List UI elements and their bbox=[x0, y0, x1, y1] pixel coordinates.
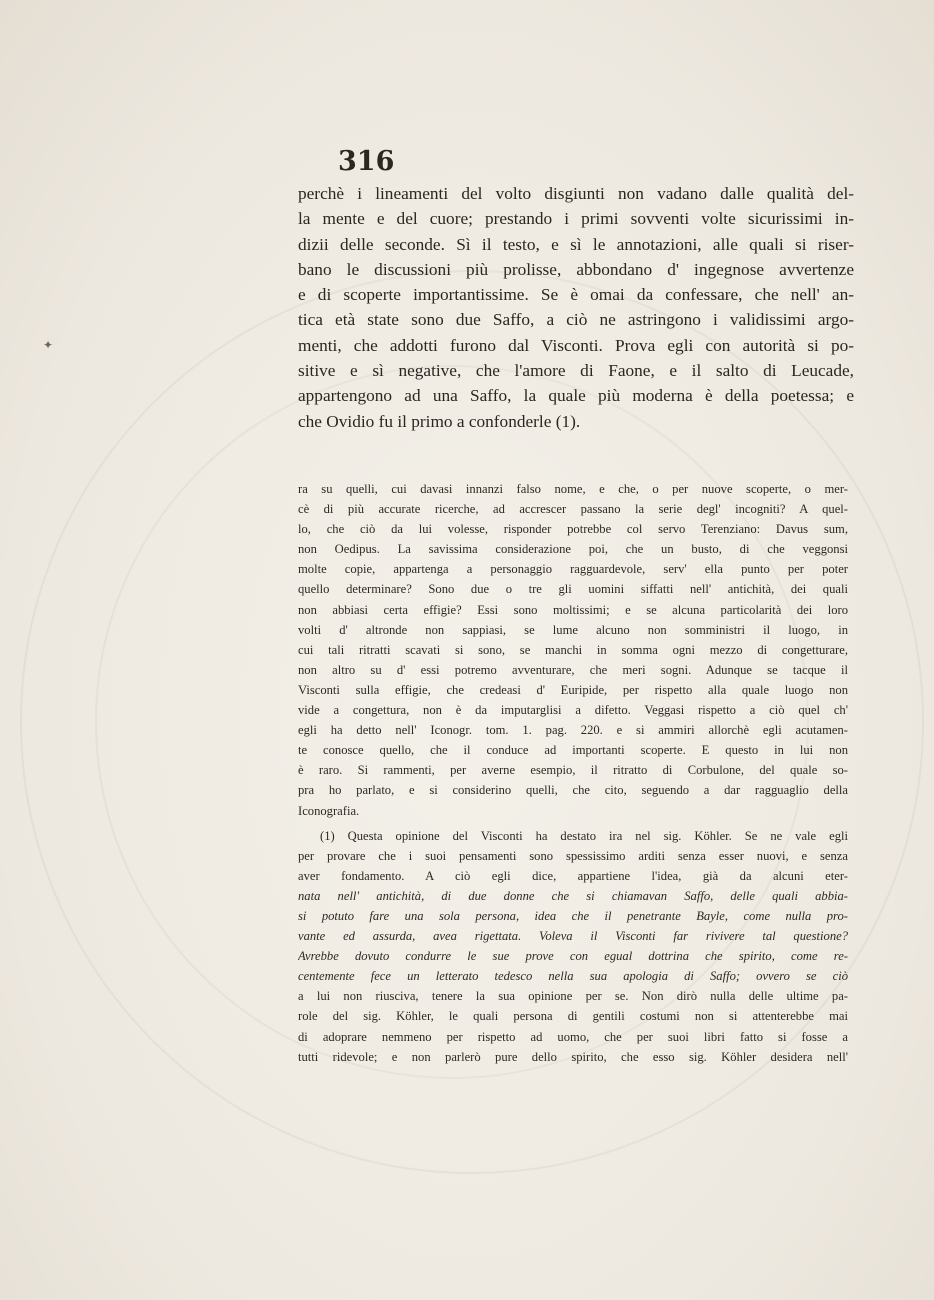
body-line: bano le discussioni più prolisse, abbondano d' ingegnose avvertenze bbox=[298, 259, 854, 279]
footnote-line: quello determinare? Sono due o tre gli uomini siffatti nell' antichità, dei quali bbox=[298, 582, 848, 597]
footnote-line: cè di più accurate ricerche, ad accrescer passano la serie degl' incogniti? A quel- bbox=[298, 502, 848, 517]
body-line: e di scoperte importantissime. Se è omai da confessare, che nell' an- bbox=[298, 285, 854, 305]
footnote-line: aver fondamento. A ciò egli dice, appartiene l'idea, già da alcuni eter- bbox=[298, 868, 848, 883]
footnote-line: Visconti sulla effigie, che credeasi d' Euripide, per rispetto alla quale luogo non bbox=[298, 682, 848, 697]
footnotes bbox=[298, 479, 848, 1067]
footnote-line: non abbiasi certa effigie? Essi sono moltissimi; e se alcuna particolarità dei loro bbox=[298, 602, 848, 617]
footnote-line: a lui non riusciva, tenere la sua opinione per se. Non dirò nulla delle ultime pa- bbox=[298, 989, 848, 1004]
body-line: dizii delle seconde. Sì il testo, e sì le annotazioni, alle quali si riser- bbox=[298, 234, 854, 254]
footnote-line: tutti ridevole; e non parlerò pure dello spirito, che esso sig. Köhler desidera nell' bbox=[298, 1049, 848, 1064]
footnote-line: egli ha detto nell' Iconogr. tom. 1. pag. 220. e si ammiri allorchè egli acutamen- bbox=[298, 723, 848, 738]
margin-mark: ✦ bbox=[43, 338, 54, 352]
footnote-line: non Oedipus. La savissima considerazione poi, che un busto, di che veggonsi bbox=[298, 542, 848, 557]
page-number: 316 bbox=[338, 146, 395, 177]
footnote-line: è raro. Si rammenti, per averne esempio, il ritratto di Corbulone, del quale so- bbox=[298, 763, 848, 778]
footnote-line: nata nell' antichità, di due donne che si chiamavan Saffo, delle quali abbia- bbox=[298, 888, 848, 903]
footnote-line: di adoprare nemmeno per rispetto ad uomo, che per suoi libri fatto si fosse a bbox=[298, 1029, 848, 1044]
footnote-line: per provare che i suoi pensamenti sono spessissimo arditi senza esser nuovi, e senza bbox=[298, 848, 848, 863]
footnote-line: non altro su d' essi potremo avventurare, che meri sogni. Adunque se tacque il bbox=[298, 662, 848, 677]
footnote-line: role del sig. Köhler, le quali persona di gentili costumi non si attenterebbe mai bbox=[298, 1009, 848, 1024]
footnote-line: Iconografia. bbox=[298, 803, 360, 818]
footnote-line: lo, che ciò da lui volesse, risponder potrebbe col servo Terenziano: Davus sum, bbox=[298, 522, 848, 537]
footnote-line: volti d' altronde non sappiasi, se lume alcuno non somministri il luogo, in bbox=[298, 622, 848, 637]
footnote-line: Avrebbe dovuto condurre le sue prove con egual dottrina che spirito, come re- bbox=[298, 949, 848, 964]
footnote-1-start: (1) Questa opinione del Visconti ha destato ira nel sig. Köhler. Se ne vale egli bbox=[320, 828, 848, 843]
body-line: tica età state sono due Saffo, a ciò ne astringono i validissimi argo- bbox=[298, 310, 854, 330]
footnote-line: te conosce quello, che il conduce ad importanti scoperte. E questo in lui non bbox=[298, 743, 848, 758]
footnote-line: ra su quelli, cui davasi innanzi falso nome, e che, o per nuove scoperte, o mer- bbox=[298, 482, 848, 496]
body-line: la mente e del cuore; prestando i primi sovventi volte sicurissimi in- bbox=[298, 209, 854, 229]
body-text bbox=[298, 181, 854, 434]
body-line: menti, che addotti furono dal Visconti. Prova egli con autorità si po- bbox=[298, 335, 854, 355]
body-line: sitive e sì negative, che l'amore di Faone, e il salto di Leucade, bbox=[298, 361, 854, 381]
body-line: appartengono ad una Saffo, la quale più moderna è della poetessa; e bbox=[298, 386, 854, 406]
footnote-line: cui tali ritratti scavati si sono, se manchi in somma ogni mezzo di congetturare, bbox=[298, 642, 848, 657]
footnote-line: molte copie, appartenga a personaggio ragguardevole, serv' ella punto per poter bbox=[298, 562, 848, 577]
footnote-line: si potuto fare una sola persona, idea che il penetrante Bayle, come nulla pro- bbox=[298, 908, 848, 923]
footnote-line: centemente fece un letterato tedesco nella sua apologia di Saffo; ovvero se ciò bbox=[298, 969, 848, 984]
body-line: che Ovidio fu il primo a confonderle (1). bbox=[298, 411, 581, 431]
body-line: perchè i lineamenti del volto disgiunti non vadano dalle qualità del- bbox=[298, 184, 854, 203]
footnote-line: pra ho parlato, e si considerino quelli, che cito, seguendo a dar ragguaglio della bbox=[298, 783, 848, 798]
footnote-line: vante ed assurda, avea rigettata. Voleva il Visconti far rivivere tal questione? bbox=[298, 929, 848, 944]
footnote-line: vide a congettura, non è da imputarglisi a difetto. Veggasi rispetto a ciò quel ch' bbox=[298, 703, 848, 718]
